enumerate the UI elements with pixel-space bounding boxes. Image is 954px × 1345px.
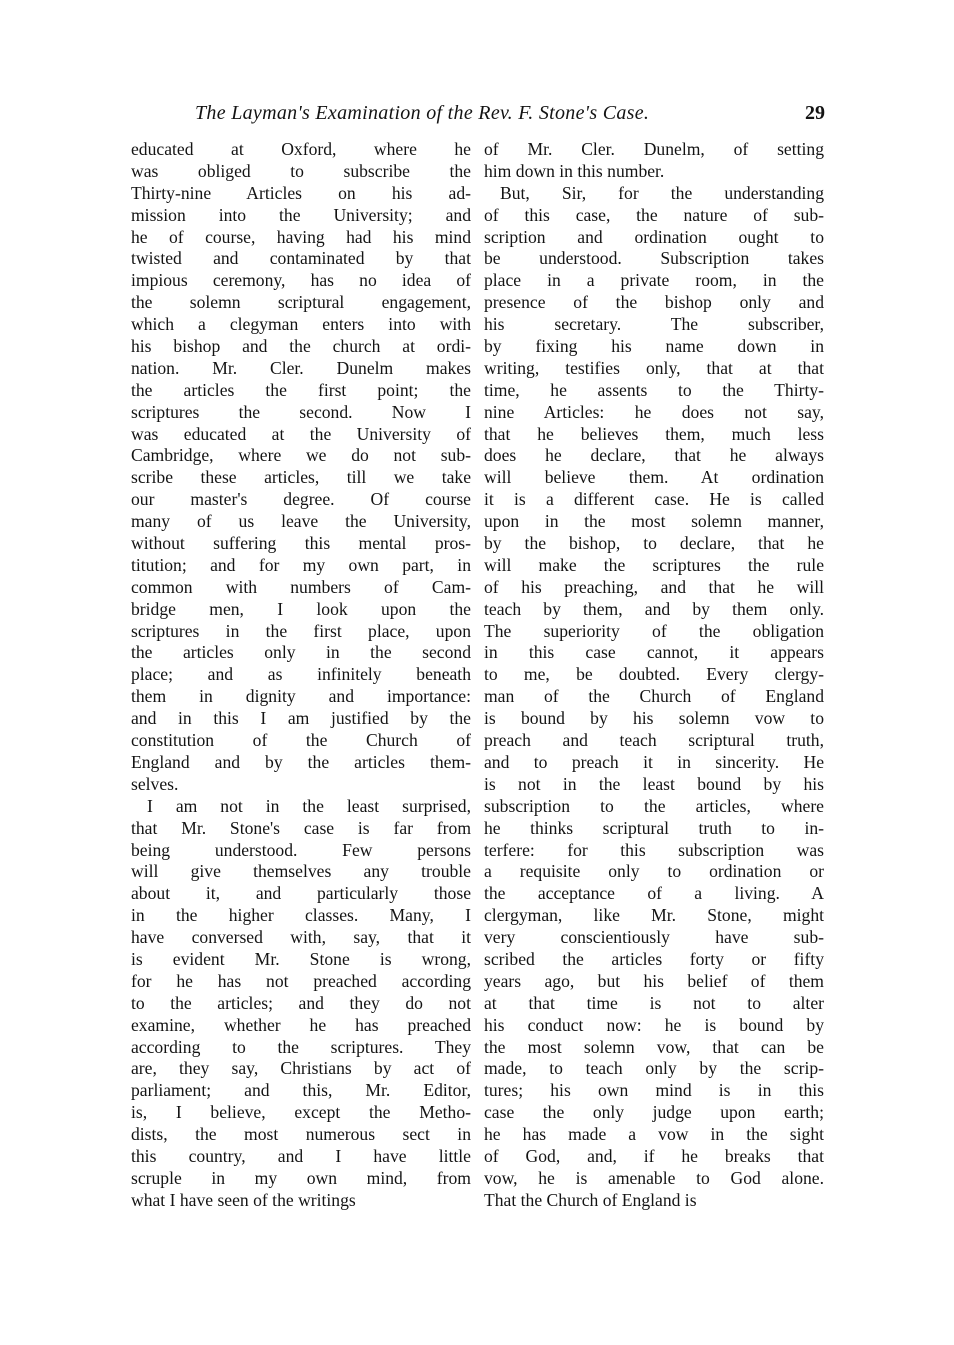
text-line: that Mr. Stone's case is far from <box>131 817 471 838</box>
text-line: have conversed with, say, that it <box>131 927 471 948</box>
text-line: scruple in my own mind, from <box>131 1167 471 1188</box>
text-line: preach and teach scriptural truth, <box>484 730 824 751</box>
text-line: he thinks scriptural truth to in- <box>484 817 824 838</box>
text-line: years ago, but his belief of them <box>484 970 824 991</box>
text-line: impious ceremony, has no idea of <box>131 270 471 291</box>
text-line: the acceptance of a living. A <box>484 883 824 904</box>
text-line: him down in this number. <box>484 160 665 181</box>
text-line: The superiority of the obligation <box>484 620 824 641</box>
text-line: presence of the bishop only and <box>484 292 824 313</box>
text-line: Cambridge, where we do not sub- <box>131 445 471 466</box>
text-line: twisted and contaminated by that <box>131 248 471 269</box>
text-line: clergyman, like Mr. Stone, might <box>484 905 824 926</box>
text-line: terfere: for this subscription was <box>484 839 824 860</box>
text-line: will believe them. At ordination <box>484 467 824 488</box>
text-line: his secretary. The subscriber, <box>484 314 824 335</box>
text-line: nine Articles: he does not say, <box>484 401 824 422</box>
text-line: our master's degree. Of course <box>131 489 471 510</box>
text-line: is evident Mr. Stone is wrong, <box>131 948 471 969</box>
text-line: I am not in the least surprised, <box>147 795 471 816</box>
text-line: parliament; and this, Mr. Editor, <box>131 1080 471 1101</box>
text-line: dists, the most numerous sect in <box>131 1124 471 1145</box>
text-line: place in a private room, in the <box>484 270 824 291</box>
text-line: man of the Church of England <box>484 686 824 707</box>
text-line: common with numbers of Cam- <box>131 576 471 597</box>
text-line: titution; and for my own part, in <box>131 554 471 575</box>
page-header <box>195 102 825 132</box>
text-line: scribed the articles forty or fifty <box>484 948 824 969</box>
text-line: them in dignity and importance: <box>131 686 471 707</box>
text-line: his bishop and the church at ordi- <box>131 336 471 357</box>
text-line: the articles the first point; the <box>131 379 471 400</box>
text-line: without suffering this mental pros- <box>131 533 471 554</box>
text-line: the most solemn vow, that can be <box>484 1036 824 1057</box>
text-line: many of us leave the University, <box>131 511 471 532</box>
text-line: of this case, the nature of sub- <box>484 204 824 225</box>
text-line: examine, whether he has preached <box>131 1014 471 1035</box>
text-line: and in this I am justified by the <box>131 708 471 729</box>
text-line: of his preaching, and that he will <box>484 576 824 597</box>
text-line: writing, testifies only, that at that <box>484 357 824 378</box>
text-line: educated at Oxford, where he <box>131 139 471 159</box>
text-line: nation. Mr. Cler. Dunelm makes <box>131 357 471 378</box>
text-line: mission into the University; and <box>131 204 471 225</box>
text-line: in the higher classes. Many, I <box>131 905 471 926</box>
text-line: for he has not preached according <box>131 970 471 991</box>
text-line: by fixing his name down in <box>484 336 824 357</box>
text-line: in this case cannot, it appears <box>484 642 824 663</box>
text-line: is bound by his solemn vow to <box>484 708 824 729</box>
text-line: this country, and I have little <box>131 1145 471 1166</box>
text-line: his conduct now: he is bound by <box>484 1014 824 1035</box>
text-line: be understood. Subscription takes <box>484 248 824 269</box>
right-column <box>484 139 824 1212</box>
text-line: bridge men, I look upon the <box>131 598 471 619</box>
text-line: was educated at the University of <box>131 423 471 444</box>
page-number: 29 <box>805 102 825 124</box>
text-line: to me, be doubted. Every clergy- <box>484 664 824 685</box>
text-line: scriptures in the first place, upon <box>131 620 471 641</box>
text-line: to the articles; and they do not <box>131 992 471 1013</box>
text-line: scriptures the second. Now I <box>131 401 471 422</box>
text-line: England and by the articles them- <box>131 751 471 772</box>
text-line: that he believes them, much less <box>484 423 824 444</box>
text-line: of God, and, if he breaks that <box>484 1145 824 1166</box>
text-line: are, they say, Christians by act of <box>131 1058 471 1079</box>
left-column <box>131 139 471 1212</box>
text-line: about it, and particularly those <box>131 883 471 904</box>
text-line: a requisite only to ordination or <box>484 861 824 882</box>
text-line: he of course, having had his mind <box>131 226 471 247</box>
text-line: vow, he is amenable to God alone. <box>484 1167 824 1188</box>
text-line: the articles only in the second <box>131 642 471 663</box>
text-line: But, Sir, for the understanding <box>500 182 824 203</box>
text-line: does he declare, that he always <box>484 445 824 466</box>
text-line: being understood. Few persons <box>131 839 471 860</box>
text-line: he has made a vow in the sight <box>484 1124 824 1145</box>
text-line: constitution of the Church of <box>131 730 471 751</box>
text-line: place; and as infinitely beneath <box>131 664 471 685</box>
text-line: made, to teach only by the scrip- <box>484 1058 824 1079</box>
text-line: at that time is not to alter <box>484 992 824 1013</box>
text-line: was obliged to subscribe the <box>131 160 471 181</box>
running-title: The Layman's Examination of the Rev. F. Stone's Case. <box>195 102 650 124</box>
text-line: will give themselves any trouble <box>131 861 471 882</box>
text-line: which a clegyman enters into with <box>131 314 471 335</box>
text-line: is, I believe, except the Metho- <box>131 1102 471 1123</box>
text-line: tures; his own mind is in this <box>484 1080 824 1101</box>
text-line: very conscientiously have sub- <box>484 927 824 948</box>
text-line: according to the scriptures. They <box>131 1036 471 1057</box>
text-line: subscription to the articles, where <box>484 795 824 816</box>
text-line: scription and ordination ought to <box>484 226 824 247</box>
text-line: time, he assents to the Thirty- <box>484 379 824 400</box>
text-line: what I have seen of the writings <box>131 1189 356 1210</box>
text-line: and to preach it in sincerity. He <box>484 751 824 772</box>
text-line: case the only judge upon earth; <box>484 1102 824 1123</box>
text-line: selves. <box>131 773 179 794</box>
text-line: upon in the most solemn manner, <box>484 511 824 532</box>
text-line: teach by them, and by them only. <box>484 598 824 619</box>
text-line: That the Church of England is <box>484 1189 697 1210</box>
text-line: Thirty-nine Articles on his ad- <box>131 182 471 203</box>
text-line: it is a different case. He is called <box>484 489 824 510</box>
text-line: the solemn scriptural engagement, <box>131 292 471 313</box>
text-line: scribe these articles, till we take <box>131 467 471 488</box>
text-line: of Mr. Cler. Dunelm, of setting <box>484 139 824 159</box>
text-line: will make the scriptures the rule <box>484 554 824 575</box>
text-line: is not in the least bound by his <box>484 773 824 794</box>
text-line: by the bishop, to declare, that he <box>484 533 824 554</box>
